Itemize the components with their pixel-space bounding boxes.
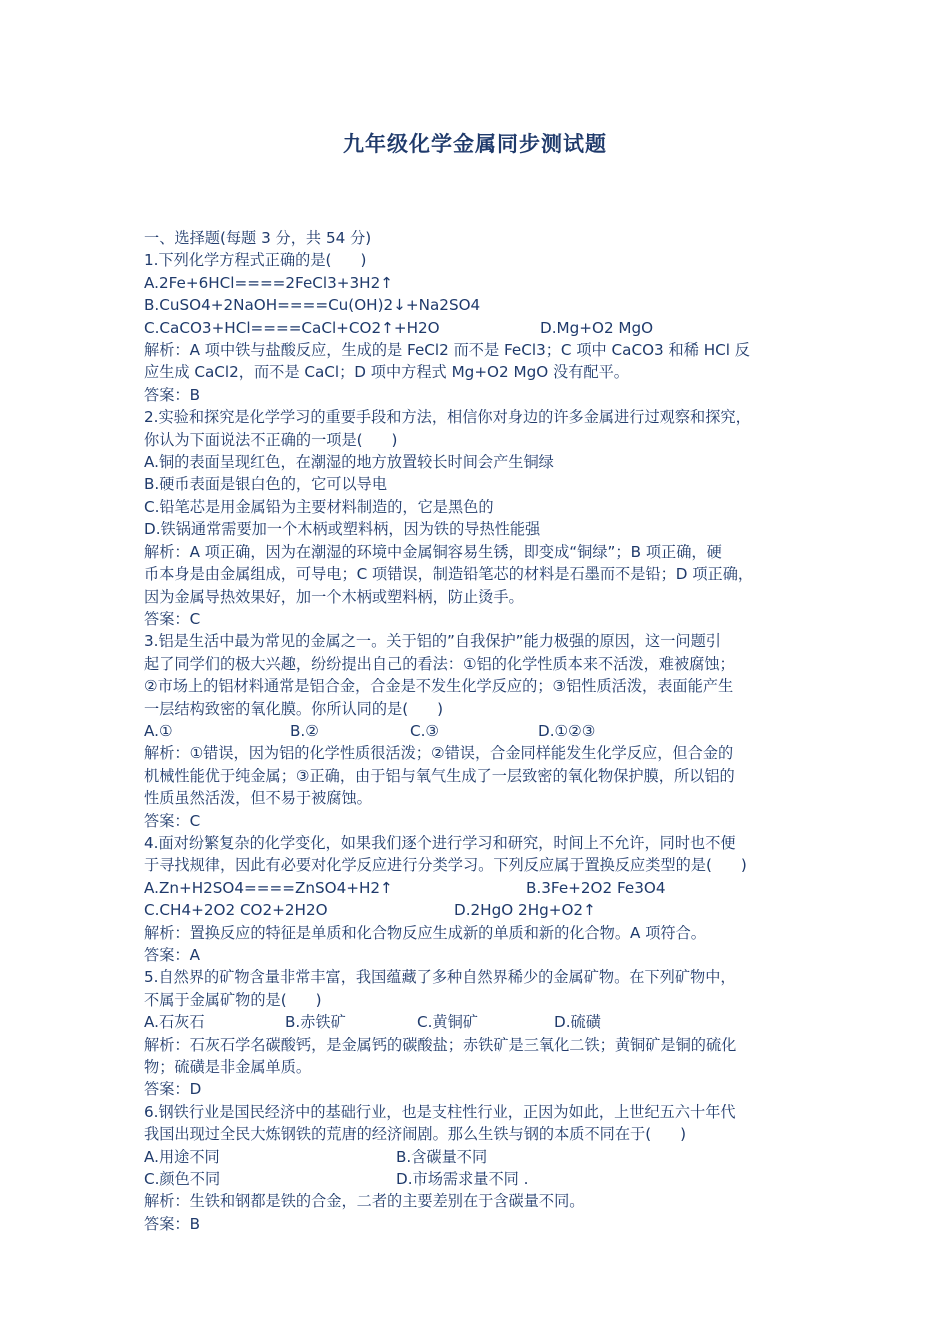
q5-stem-line2: 不属于金属矿物的是( )	[144, 990, 322, 1009]
q2-option-d: D.铁锅通常需要加一个木柄或塑料柄，因为铁的导热性能强	[144, 520, 541, 539]
q4-option-d: D.2HgO 2Hg+O2↑	[454, 901, 596, 920]
q3-stem-line4: 一层结构致密的氧化膜。你所认同的是( )	[144, 699, 444, 718]
q5-option-a: A.石灰石	[144, 1013, 205, 1032]
q5-option-b: B.赤铁矿	[285, 1013, 346, 1032]
q4-option-c: C.CH4+2O2 CO2+2H2O	[144, 901, 328, 920]
q3-option-c: C.③	[410, 721, 440, 740]
q2-option-a: A.铜的表面呈现红色，在潮湿的地方放置较长时间会产生铜绿	[144, 453, 554, 472]
q1-options-cd	[144, 317, 809, 339]
q5-option-c: C.黄铜矿	[417, 1013, 478, 1032]
q3-analysis-line2: 机械性能优于纯金属；③正确，由于铝与氧气生成了一层致密的氧化物保护膜，所以铝的	[144, 766, 735, 785]
q6-stem-line1: 6.钢铁行业是国民经济中的基础行业，也是支柱性行业，正因为如此，上世纪五六十年代	[144, 1102, 736, 1121]
q6-options-ab	[144, 1146, 809, 1168]
section-heading: 一、选择题(每题 3 分，共 54 分)	[144, 229, 372, 247]
q1-option-d: D.Mg+O2 MgO	[540, 318, 654, 337]
q2-option-b: B.硬币表面是银白色的，它可以导电	[144, 475, 388, 494]
q2-stem-line2: 你认为下面说法不正确的一项是( )	[144, 430, 398, 449]
q5-option-d: D.硫磺	[554, 1013, 601, 1032]
q1-option-c: C.CaCO3+HCl====CaCl+CO2↑+H2O	[144, 318, 440, 337]
q1-option-a: A.2Fe+6HCl====2FeCl3+3H2↑	[144, 273, 393, 292]
q5-analysis-line2: 物；硫磺是非金属单质。	[144, 1058, 312, 1077]
q2-option-c: C.铅笔芯是用金属铅为主要材料制造的，它是黑色的	[144, 497, 494, 516]
q3-stem-line1: 3.铝是生活中最为常见的金属之一。关于铝的”自我保护”能力极强的原因，这一问题引	[144, 632, 721, 651]
q4-options-ab	[144, 877, 809, 899]
q4-option-a: A.Zn+H2SO4====ZnSO4+H2↑	[144, 878, 393, 897]
q5-answer: 答案：D	[144, 1080, 202, 1099]
q1-stem: 1.下列化学方程式正确的是( )	[144, 251, 367, 270]
q6-options-cd	[144, 1168, 809, 1190]
page-title: 九年级化学金属同步测试题	[343, 132, 607, 156]
q4-stem-line2: 于寻找规律，因此有必要对化学反应进行分类学习。下列反应属于置换反应类型的是( )	[144, 856, 747, 875]
q2-analysis-line1: 解析：A 项正确，因为在潮湿的环境中金属铜容易生锈，即变成“铜绿”；B 项正确，硬	[144, 542, 722, 561]
document-body	[144, 227, 809, 1235]
q3-options	[144, 720, 809, 742]
q3-answer: 答案：C	[144, 811, 201, 830]
q4-answer: 答案：A	[144, 946, 200, 964]
q3-option-a: A.①	[144, 721, 173, 740]
q2-answer: 答案：C	[144, 609, 201, 628]
q3-option-d: D.①②③	[538, 721, 596, 740]
q5-options	[144, 1011, 809, 1033]
q2-analysis-line2: 币本身是由金属组成，可导电；C 项错误，制造铅笔芯的材料是石墨而不是铅；D 项正确，	[144, 565, 754, 584]
q6-stem-line2: 我国出现过全民大炼钢铁的荒唐的经济闹剧。那么生铁与钢的本质不同在于( )	[144, 1125, 687, 1144]
q6-option-b: B.含碳量不同	[396, 1147, 488, 1166]
q2-analysis-line3: 因为金属导热效果好，加一个木柄或塑料柄，防止烫手。	[144, 587, 524, 606]
q6-option-d: D.市场需求量不同 .	[396, 1170, 529, 1189]
q3-analysis-line1: 解析：①错误，因为铝的化学性质很活泼；②错误，合金同样能发生化学反应，但合金的	[144, 744, 734, 763]
q4-analysis-line1: 解析：置换反应的特征是单质和化合物反应生成新的单质和新的化合物。A 项符合。	[144, 923, 706, 942]
q5-stem-line1: 5.自然界的矿物含量非常丰富，我国蕴藏了多种自然界稀少的金属矿物。在下列矿物中，	[144, 968, 736, 987]
q4-stem-line1: 4.面对纷繁复杂的化学变化，如果我们逐个进行学习和研究，时间上不允许，同时也不便	[144, 833, 736, 852]
q6-analysis-line1: 解析：生铁和钢都是铁的合金，二者的主要差别在于含碳量不同。	[144, 1192, 585, 1211]
q3-stem-line3: ②市场上的铝材料通常是铝合金，合金是不发生化学反应的；③铝性质活泼，表面能产生	[144, 677, 734, 696]
q1-analysis-line2: 应生成 CaCl2，而不是 CaCl；D 项中方程式 Mg+O2 MgO 没有配平。	[144, 363, 629, 382]
q6-answer: 答案：B	[144, 1214, 200, 1233]
q6-option-a: A.用途不同	[144, 1147, 220, 1166]
q4-option-b: B.3Fe+2O2 Fe3O4	[526, 878, 666, 897]
q5-analysis-line1: 解析：石灰石学名碳酸钙，是金属钙的碳酸盐；赤铁矿是三氧化二铁；黄铜矿是铜的硫化	[144, 1035, 737, 1054]
q3-analysis-line3: 性质虽然活泼，但不易于被腐蚀。	[144, 789, 372, 808]
q2-stem-line1: 2.实验和探究是化学学习的重要手段和方法，相信你对身边的许多金属进行过观察和探究，	[144, 408, 751, 427]
q6-option-c: C.颜色不同	[144, 1170, 221, 1189]
q1-answer: 答案：B	[144, 385, 200, 404]
q3-option-b: B.②	[290, 721, 319, 740]
q1-analysis-line1: 解析：A 项中铁与盐酸反应，生成的是 FeCl2 而不是 FeCl3；C 项中 CaCO3 和稀 HCl 反	[144, 341, 750, 360]
q3-stem-line2: 起了同学们的极大兴趣，纷纷提出自己的看法：①铝的化学性质本来不活泼，难被腐蚀；	[144, 654, 735, 673]
q4-options-cd	[144, 899, 809, 921]
q1-option-b: B.CuSO4+2NaOH====Cu(OH)2↓+Na2SO4	[144, 296, 481, 315]
